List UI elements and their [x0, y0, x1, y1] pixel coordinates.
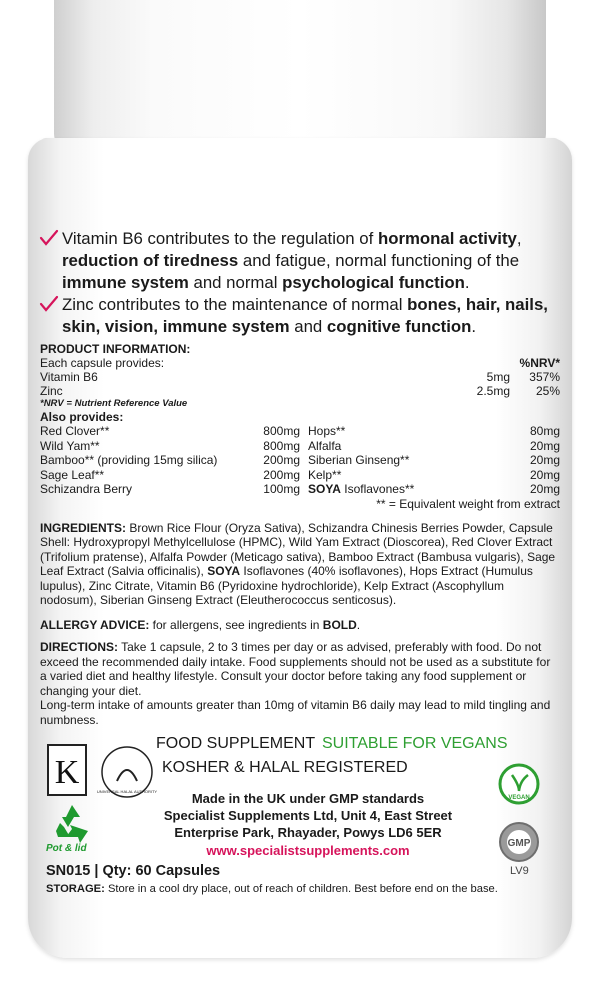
directions-paragraph: DIRECTIONS: Take 1 capsule, 2 to 3 times per day or as advised, preferably with food. Do not exceed the recommended daily intake. Food supplements should not be used as a substitute for a varied diet and healthy lifestyle. Consult your doctor before taking any food supplement or changing your diet. Long-term intake of amounts greater than 10mg of vitamin B6 daily may lead to mild tingling and numbness. [40, 640, 551, 727]
company-block [158, 790, 458, 841]
product-code: SN015 | Qty: 60 Capsules [46, 863, 221, 879]
claim-bold: reduction of tiredness [62, 251, 239, 270]
storage-label: STORAGE: [46, 883, 105, 895]
claim-text: . [464, 273, 470, 292]
claim-text: . [471, 317, 477, 336]
ingredients-paragraph: INGREDIENTS: Brown Rice Flour (Oryza Sativa), Schizandra Chinesis Berries Powder, Capsule Shell: Hydroxypropyl Methylcellulose (HPMC), Wild Yam Extract (Dioscorea), Red Clover Extract (Trifolium pratense), Alfalfa Powder (Meticago sativa), Bamboo Extract (Bambusa vulgaris), Sage Leaf Extract (Salvia officinalis), SOYA Isoflavones (40% isoflavones), Hops Extract (Humulus lupulus), Zinc Citrate, Vitamin B6 (Pyridoxine hydrochloride), Kelp Extract (Ascophyllum nodosum), Siberian Ginseng Extract (Eleutherococcus senticosus). [40, 520, 556, 607]
check-tick-icon [40, 294, 58, 314]
claim-zinc [40, 294, 560, 338]
gmp-line: Made in the UK under GMP standards [191, 791, 425, 806]
lot-version: LV9 [510, 865, 529, 877]
nutrient-nrv: 357% [529, 370, 560, 384]
soya-bold: SOYA [308, 482, 341, 496]
label-footer [40, 735, 560, 915]
claim-text: and fatigue, normal functioning of the [238, 251, 520, 270]
allergy-label: ALLERGY ADVICE: [40, 617, 150, 632]
recycle-icon [50, 801, 94, 845]
storage-line: STORAGE: Store in a cool dry place, out of reach of children. Best before end on the base. [46, 883, 498, 895]
product-info-heading: PRODUCT INFORMATION: [40, 342, 191, 356]
soya-bold: SOYA [207, 564, 241, 578]
claim-bold: bones, hair, nails, skin, vision, immune system [62, 295, 548, 336]
also-left-column [40, 424, 300, 497]
product-label [40, 228, 560, 898]
gmp-badge-icon [498, 821, 540, 863]
company-address-1: Specialist Supplements Ltd, Unit 4, East Street [163, 808, 453, 823]
vegan-badge-text: VEGAN [508, 795, 530, 801]
extract-note: ** = Equivalent weight from extract [376, 496, 560, 511]
bottle-cap [54, 0, 546, 150]
also-row: SOYA Isoflavones** 20mg [308, 482, 560, 496]
kosher-k-logo-icon [46, 743, 88, 797]
claim-bold: immune system [62, 273, 189, 292]
also-row: Siberian Ginseng** 20mg [308, 453, 560, 467]
also-row: Sage Leaf** 200mg [40, 467, 300, 482]
also-row: Hops** 80mg [308, 424, 560, 438]
claim-text: Zinc contributes to the maintenance of normal [62, 295, 408, 314]
also-row: Wild Yam** 800mg [40, 438, 300, 453]
also-row: Bamboo** (providing 15mg silica) 200mg [40, 453, 300, 467]
food-supplement-label: FOOD SUPPLEMENT [156, 735, 316, 752]
also-right-column [300, 424, 560, 497]
nutrient-amount: 2.5mg [476, 384, 510, 398]
allergy-paragraph: ALLERGY ADVICE: for allergens, see ingredients in BOLD. [40, 617, 361, 632]
nutrient-name: Zinc [40, 384, 63, 398]
kosher-halal-label: KOSHER & HALAL REGISTERED [162, 759, 408, 776]
each-capsule-label: Each capsule provides: [40, 356, 165, 370]
also-row: Schizandra Berry 100mg [40, 482, 300, 496]
claim-text: and [289, 317, 327, 336]
claim-text: Vitamin B6 contributes to the regulation of [62, 229, 378, 248]
claim-text: , [516, 229, 522, 248]
also-row: Alfalfa 20mg [308, 438, 560, 453]
k-logo-text: K [54, 754, 80, 791]
nutrient-name: Vitamin B6 [40, 370, 98, 384]
claim-bold: hormonal activity [377, 229, 517, 248]
pot-lid-label: Pot & lid [46, 843, 87, 854]
nrv-note: *NRV = Nutrient Reference Value [40, 398, 188, 409]
nrv-header: %NRV* [519, 356, 560, 370]
also-row: Kelp** 20mg [308, 467, 560, 482]
vegan-badge-icon [498, 763, 540, 805]
nutrient-row [40, 384, 560, 398]
claim-text: and normal [188, 273, 283, 292]
nutrient-header-row [40, 356, 560, 370]
ingredients-label: INGREDIENTS: [40, 520, 127, 535]
claim-bold: psychological function [282, 273, 465, 292]
also-provides-heading: Also provides: [40, 410, 124, 424]
b6-warning: Long-term intake of amounts greater than 10mg of vitamin B6 daily may lead to mild tingling and numbness. [40, 698, 551, 727]
nutrient-amount: 5mg [486, 370, 510, 384]
company-address-2: Enterprise Park, Rhayader, Powys LD6 5ER [174, 825, 442, 840]
halal-seal-text: UNIVERSAL HALAL AUTHORITY [96, 789, 158, 794]
also-provides-table [40, 424, 560, 497]
claim-vitamin-b6 [40, 228, 560, 294]
nutrient-nrv: 25% [535, 384, 560, 398]
nutrient-row [40, 370, 560, 384]
also-row: Red Clover** 800mg [40, 424, 300, 438]
halal-seal-icon [96, 745, 158, 799]
check-tick-icon [40, 228, 58, 248]
directions-label: DIRECTIONS: [40, 640, 118, 654]
vegans-label: SUITABLE FOR VEGANS [322, 735, 508, 752]
gmp-badge-text: GMP [507, 838, 531, 849]
website-link: www.specialistsupplements.com [206, 843, 410, 858]
claim-bold: cognitive function [326, 317, 472, 336]
